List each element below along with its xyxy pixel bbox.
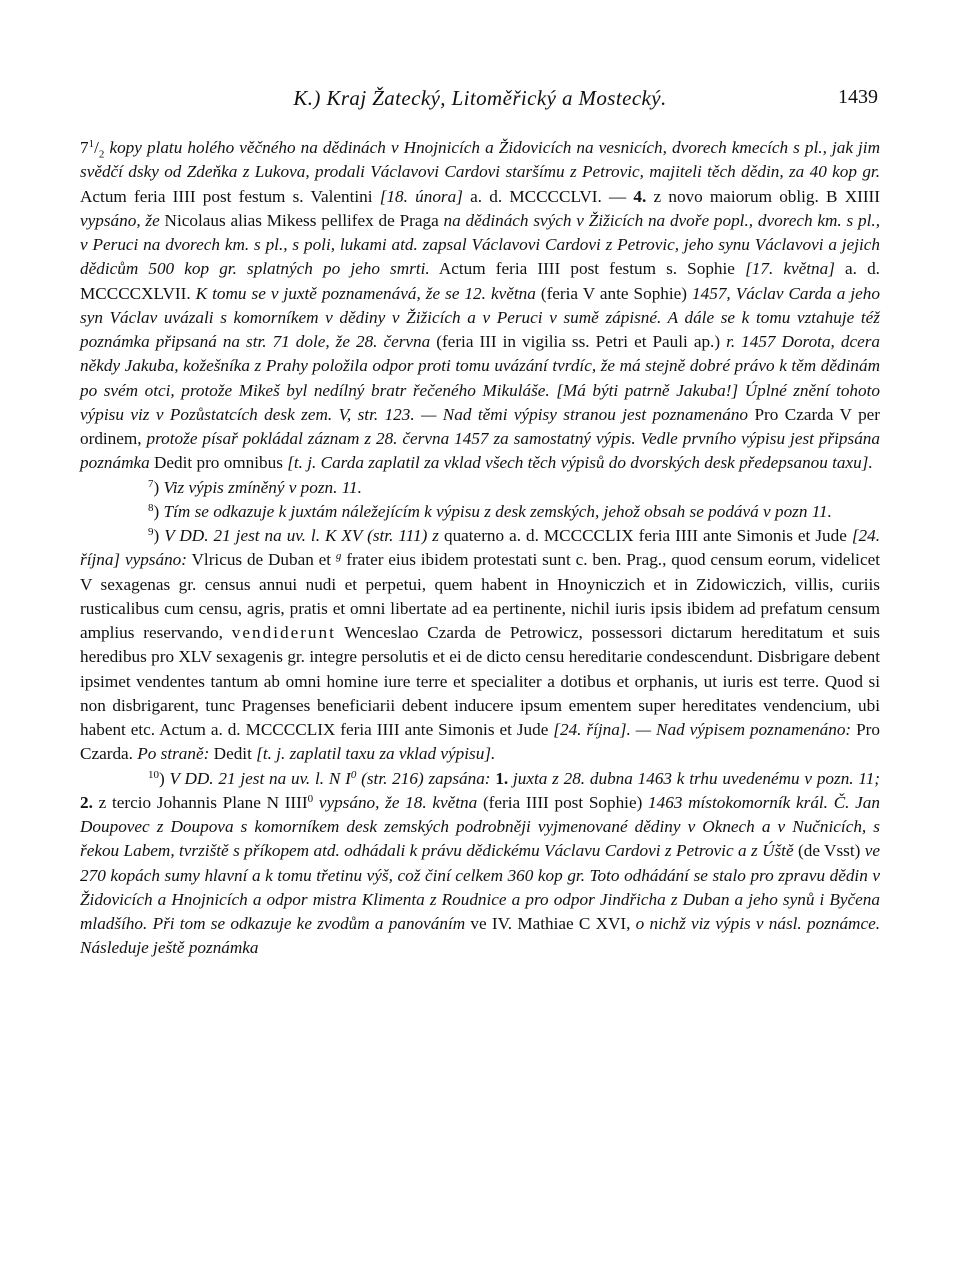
- text-run: 2.: [80, 792, 93, 812]
- text-run: /: [94, 138, 99, 157]
- text-run: 1463 místokomorník král. Č. Jan Doupovec z Doupova s komorníkem desk zemských podrobněji vyjmenované dědiny v Oknech a v Nučnicích, s řekou Labem, tvrziště s příkopem atd. odhádali k právu dědickému Václavu Cardovi z Petrovic a z Úště: [80, 792, 880, 861]
- text-run: g: [335, 550, 342, 563]
- text-run: a. d. MCCCCXLVII.: [80, 259, 880, 303]
- page-number: 1439: [838, 86, 878, 108]
- text-run: Pro Czarda.: [80, 720, 880, 764]
- text-run: ): [153, 526, 165, 545]
- text-run: ve IV. Mathiae C XVI,: [465, 914, 636, 933]
- text-run: [18. února]: [379, 186, 463, 206]
- text-run: quaterno a. d. MCCCCLIX feria IIII ante Simonis et Jude: [438, 526, 852, 545]
- text-run: vypsáno, že: [80, 210, 160, 230]
- text-run: Nicolaus alias Mikess pellifex de Praga: [159, 210, 444, 230]
- footnote-paragraph: [80, 767, 880, 961]
- text-run: V DD. 21 jest na uv. l. N I: [169, 768, 351, 788]
- text-run: Actum feria IIII post festum s. Sophie: [429, 259, 746, 279]
- text-run: Tím se odkazuje k juxtám náležejícím k výpisu z desk zemských, jehož obsah se podává v pozn 11.: [163, 501, 832, 521]
- text-run: o nichž viz výpis v násl. poznámce. Následuje ještě poznámka: [80, 914, 881, 958]
- text-run: 0: [350, 768, 357, 781]
- text-run: ): [153, 477, 164, 497]
- footnote-paragraph: [80, 524, 880, 767]
- header-title: K.) Kraj Žatecký, Litoměřický a Mostecký.: [293, 86, 667, 110]
- text-run: 1: [88, 138, 95, 150]
- text-run: Po straně:: [137, 744, 210, 764]
- text-run: K tomu se v juxtě poznamenává, že se 12. května: [195, 283, 536, 303]
- text-run: Actum feria IIII post festum s. Valentini: [80, 186, 380, 206]
- text-run: ve 270 kopách sumy hlavní a k tomu třetinu výš, což činí celkem 360 kop gr. Toto odhádání se stalo pro zpravu dědin v Židovicích a Hnojnicích a odpor mistra Klimenta z Roudnice a pro odpor Jindřicha z Duban a jeho synů i Byčena mladšího. Při tom se odkazuje ke zvodům a panováním: [80, 841, 880, 933]
- text-run: Dedit pro omnibus: [149, 453, 288, 473]
- text-run: [t. j. zaplatil taxu za vklad výpisu].: [256, 744, 496, 764]
- main-text: [80, 136, 880, 961]
- text-run: [24. října]. — Nad výpisem poznamenáno:: [553, 720, 852, 739]
- footnote-paragraph: [80, 500, 880, 524]
- text-run: Dedit: [209, 744, 257, 764]
- text-run: na dědinách svých v Žižicích na dvoře popl., dvorech km. s pl., v Peruci na dvorech km. s pl., s poli, lukami atd. zapsal Václavovi Cardovi z Petrovic, jeho synu Václavovi a jejich dědicům 500 kop gr. splatných po jeho smrti.: [80, 210, 880, 279]
- text-run: 1457, Václav Carda a jeho syn Václav uvázali s komorníkem v dědiny v Žižicích a v Peruci v sumě zápisné. A dále se k tomu vztahuje též poznámka připsaná na str. 71 dole, že 28. června: [80, 283, 880, 351]
- text-run: (de Vsst): [793, 841, 865, 861]
- text-run: protože písař pokládal záznam z 28. června 1457 za samostatný výpis. Vedle prvního výpisu jest připsána poznámka: [80, 429, 880, 473]
- text-run: 8: [148, 501, 154, 514]
- text-run: vendiderunt: [231, 623, 336, 642]
- text-run: vypsáno, že 18. května: [318, 792, 478, 812]
- text-run: (feria V ante Sophie): [535, 283, 693, 303]
- text-run: 0: [307, 792, 314, 805]
- text-run: frater eius ibidem protestati sunt c. ben. Prag., quod censum eorum, videlicet V sexagenas gr. census annui nudi et perpetui, quem habent in Hnoyniczich et in Zidowiczich, villis, curiis rusticalibus cum censu, agris, pratis et omni libertate ad ea pertinente, nichil iuris ipsis ibidem ad prefatum censum amplius reservando,: [80, 550, 880, 642]
- text-run: 1.: [495, 768, 509, 788]
- text-run: kopy platu holého věčného na dědinách v Hnojnicích a Židovicích na vesnicích, dvorech kmecích s pl., jak jim svědčí dsky od Zdeňka z Lukova, prodali Václavovi Cardovi staršímu z Petrovic, majiteli těch dědin, za 40 kop gr.: [80, 138, 880, 182]
- text-run: 10: [148, 768, 159, 781]
- text-run: V DD. 21 jest na uv. l. K XV (str. 111) z: [164, 526, 439, 545]
- text-run: 7: [80, 138, 89, 157]
- text-run: [t. j. Carda zaplatil za vklad všech těch výpisů do dvorských desk předepsanou taxu].: [287, 453, 873, 473]
- running-header: [80, 86, 880, 116]
- text-run: juxta z 28. dubna 1463 k trhu uvedenému v pozn. 11;: [508, 768, 881, 788]
- text-run: 9: [148, 526, 154, 538]
- text-run: Viz výpis zmíněný v pozn. 11.: [163, 477, 362, 497]
- text-run: ): [153, 501, 164, 521]
- text-run: a. d. MCCCCLVI. —: [462, 186, 634, 206]
- text-run: Vlricus de Duban et: [187, 550, 336, 570]
- text-run: (feria III in vigilia ss. Petri et Pauli ap.): [430, 332, 727, 351]
- text-run: (str. 216) zapsána:: [356, 768, 496, 788]
- text-run: 2: [98, 148, 105, 161]
- text-run: Wenceslao Czarda de Petrowicz, possessori dictarum hereditatum et suis heredibus pro XLV sexagenis gr. integre persolutis et ei de dicto censu hereditarie condescendunt. Disbrigare debent ipsimet vendentes tantum ab omni homine iure terre et specialiter a dotibus et orphanis, ut iuris est terre. Quod si non disbrigarent, tunc Pragenses beneficiarii debent inducere ipsum ementem super hereditates vendencium, ubi habent etc. Actum a. d. MCCCCLIX feria IIII ante Simonis et Jude: [80, 623, 880, 739]
- text-paragraph: [80, 136, 880, 476]
- text-run: Pro Czarda V per ordinem,: [80, 404, 881, 448]
- text-run: z tercio Johannis Plane N IIII: [92, 792, 308, 812]
- text-run: 4.: [633, 186, 647, 206]
- text-run: r. 1457 Dorota, dcera někdy Jakuba, kožešníka z Prahy položila odpor proti tomu uvázání tvrdíc, že má stejně dobré právo k těm dědinám po svém otci, protože Mikeš byl nedílný bratr řečeného Mikuláše. [Má býti patrně Jakuba!] Úplné znění tohoto výpisu viz v Pozůstatcích desk zem. V, str. 123. — Nad těmi výpisy stranou jest poznamenáno: [80, 332, 880, 424]
- text-run: z novo maiorum oblig. B XIIII: [646, 186, 880, 206]
- text-run: ): [159, 768, 170, 788]
- text-run: [24. října] vypsáno:: [80, 526, 880, 570]
- text-run: [17. května]: [745, 259, 835, 279]
- footnote-paragraph: [80, 476, 880, 500]
- text-run: (feria IIII post Sophie): [477, 792, 649, 812]
- text-run: 7: [148, 477, 154, 490]
